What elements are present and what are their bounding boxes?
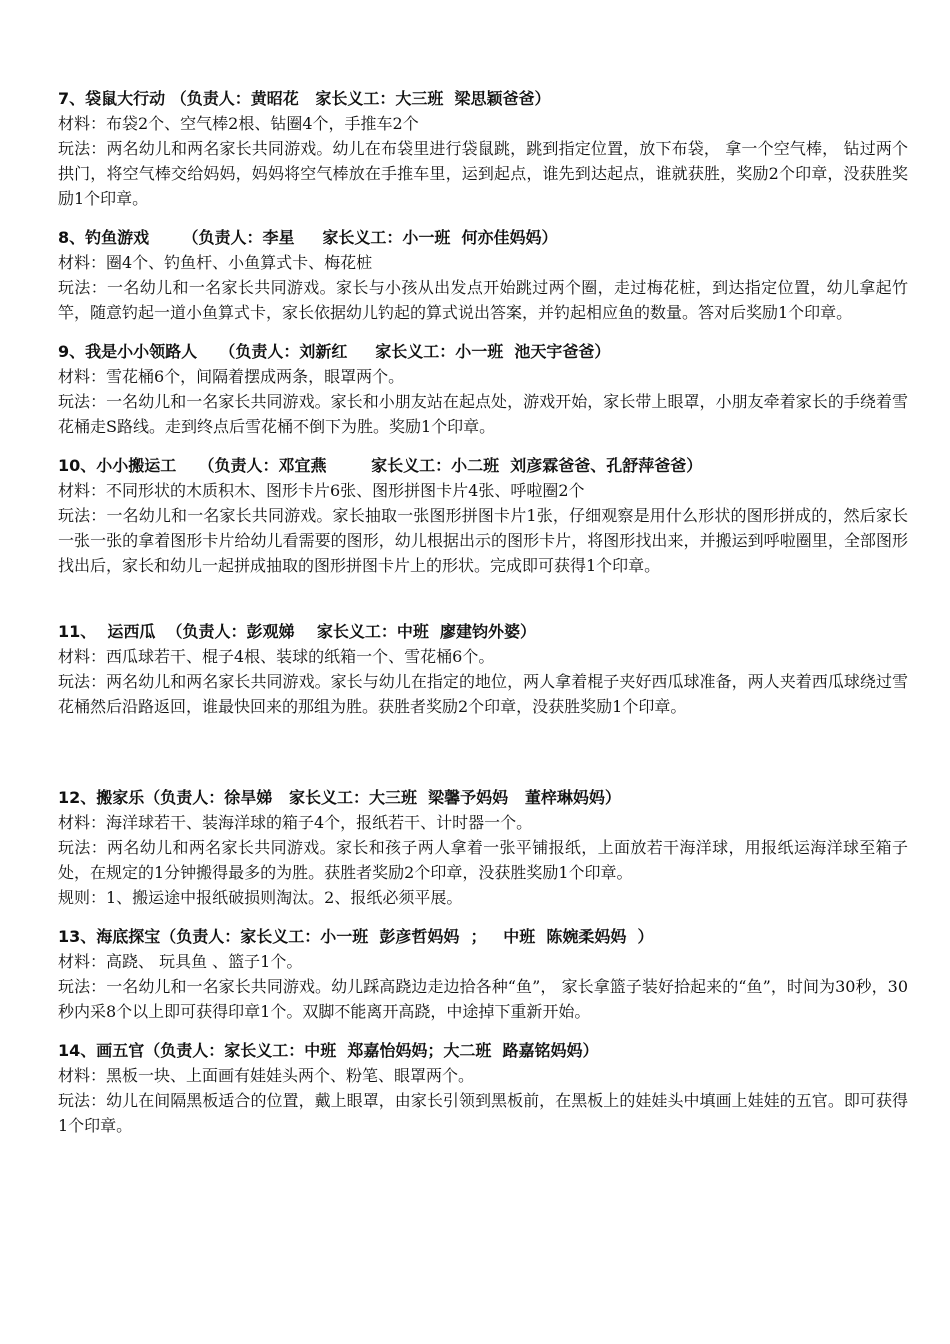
section-title: 7、袋鼠大行动 （负责人：黄昭花 家长义工：大三班 梁思颖爸爸）: [58, 89, 551, 108]
materials-text: 材料：不同形状的木质积木、图形卡片6张、图形拼图卡片4张、呼啦圈2个: [58, 481, 585, 500]
section-7: [58, 86, 908, 211]
section-title: 13、海底探宝（负责人：家长义工：小一班 彭彦哲妈妈 ； 中班 陈婉柔妈妈 ）: [58, 927, 654, 946]
gameplay-text: 玩法：两名幼儿和两名家长共同游戏。家长与幼儿在指定的地位，两人拿着棍子夹好西瓜球准备，两人夹着西瓜球绕过雪花桶然后沿路返回，谁最快回来的那组为胜。获胜者奖励2个印章，没获胜奖励1个印章。: [58, 672, 908, 716]
section-title: 8、钓鱼游戏 （负责人：李星 家长义工：小一班 何亦佳妈妈）: [58, 228, 558, 247]
materials-text: 材料：布袋2个、空气棒2根、钻圈4个，手推车2个: [58, 114, 419, 133]
section-title: 12、搬家乐（负责人：徐旱娣 家长义工：大三班 梁馨予妈妈 董梓琳妈妈）: [58, 788, 621, 807]
section-title: 9、我是小小领路人 （负责人：刘新红 家长义工：小一班 池天宇爸爸）: [58, 342, 611, 361]
materials-text: 材料：圈4个、钓鱼杆、小鱼算式卡、梅花桩: [58, 253, 373, 272]
gameplay-text: 玩法：幼儿在间隔黑板适合的位置，戴上眼罩，由家长引领到黑板前，在黑板上的娃娃头中填画上娃娃的五官。即可获得1个印章。: [58, 1091, 908, 1135]
materials-text: 材料：黑板一块、上面画有娃娃头两个、粉笔、眼罩两个。: [58, 1066, 475, 1085]
section-12: [58, 785, 908, 910]
gameplay-text: 玩法：一名幼儿和一名家长共同游戏。家长和小朋友站在起点处，游戏开始，家长带上眼罩，小朋友牵着家长的手绕着雪花桶走S路线。走到终点后雪花桶不倒下为胜。奖励1个印章。: [58, 392, 908, 436]
rules-text: 规则：1、搬运途中报纸破损则淘汰。2、报纸必须平展。: [58, 888, 463, 907]
section-14: [58, 1038, 908, 1138]
section-title: 14、画五官（负责人：家长义工：中班 郑嘉怡妈妈；大二班 路嘉铭妈妈）: [58, 1041, 599, 1060]
materials-text: 材料：雪花桶6个，间隔着摆成两条，眼罩两个。: [58, 367, 405, 386]
section-9: [58, 339, 908, 439]
section-title: 10、小小搬运工 （负责人：邓宜燕 家长义工：小二班 刘彦霖爸爸、孔舒萍爸爸）: [58, 456, 703, 475]
gameplay-text: 玩法：一名幼儿和一名家长共同游戏。家长抽取一张图形拼图卡片1张，仔细观察是用什么形状的图形拼成的，然后家长一张一张的拿着图形卡片给幼儿看需要的图形，幼儿根据出示的图形卡片，将图形找出来，并搬运到呼啦圈里，全部图形找出后，家长和幼儿一起拼成抽取的图形拼图卡片上的形状。完成即可获得1个印章。: [58, 506, 908, 575]
section-10: [58, 453, 908, 578]
section-13: [58, 924, 908, 1024]
gameplay-text: 玩法：两名幼儿和两名家长共同游戏。家长和孩子两人拿着一张平铺报纸，上面放若干海洋球，用报纸运海洋球至箱子处，在规定的1分钟搬得最多的为胜。获胜者奖励2个印章，没获胜奖励1个印章。: [58, 838, 908, 882]
document-page: [58, 86, 908, 1138]
materials-text: 材料：高跷、 玩具鱼 、篮子1个。: [58, 952, 303, 971]
gameplay-text: 玩法：两名幼儿和两名家长共同游戏。幼儿在布袋里进行袋鼠跳，跳到指定位置，放下布袋， 拿一个空气棒， 钻过两个拱门，将空气棒交给妈妈，妈妈将空气棒放在手推车里，运到起点，谁先到达起点，谁就获胜，奖励2个印章，没获胜奖励1个印章。: [58, 139, 908, 208]
materials-text: 材料：西瓜球若干、棍子4根、装球的纸箱一个、雪花桶6个。: [58, 647, 495, 666]
materials-text: 材料：海洋球若干、装海洋球的箱子4个，报纸若干、计时器一个。: [58, 813, 533, 832]
gameplay-text: 玩法：一名幼儿和一名家长共同游戏。家长与小孩从出发点开始跳过两个圈，走过梅花桩，到达指定位置，幼儿拿起竹竿，随意钓起一道小鱼算式卡，家长依据幼儿钓起的算式说出答案，并钓起相应鱼的数量。答对后奖励1个印章。: [58, 278, 908, 322]
section-11: [58, 619, 908, 719]
section-title: 11、 运西瓜 （负责人：彭观娣 家长义工：中班 廖建钧外婆）: [58, 622, 536, 641]
gameplay-text: 玩法：一名幼儿和一名家长共同游戏。幼儿踩高跷边走边拾各种“鱼”， 家长拿篮子装好拾起来的“鱼”，时间为30秒，30秒内采8个以上即可获得印章1个。双脚不能离开高跷，中途掉下重新开始。: [58, 977, 908, 1021]
section-8: [58, 225, 908, 325]
